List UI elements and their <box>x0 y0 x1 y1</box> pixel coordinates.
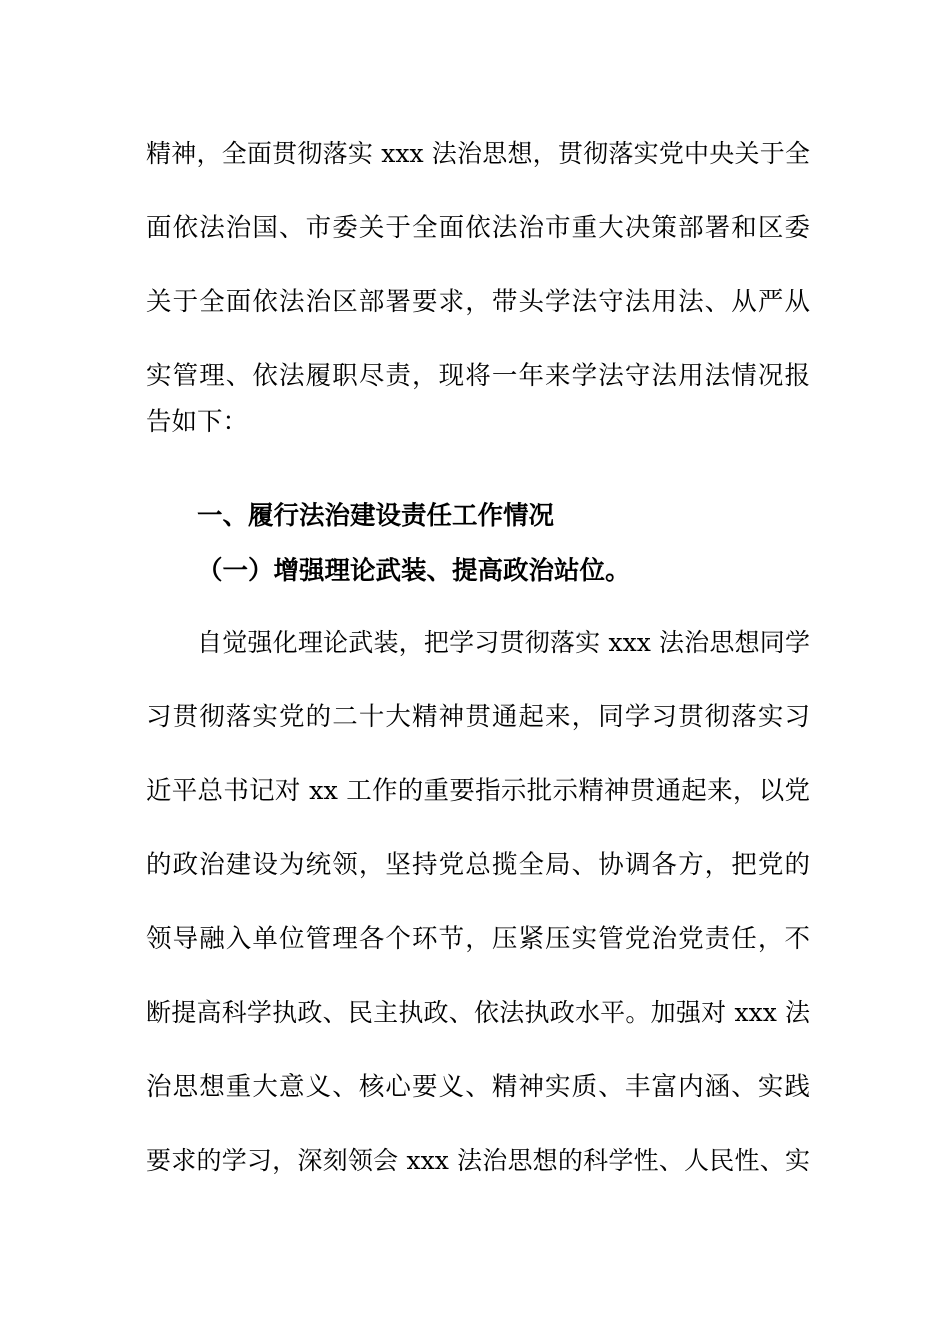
paragraph-2-line-2: 习贯彻落实党的二十大精神贯通起来，同学习贯彻落实习 <box>146 702 810 732</box>
paragraph-1-line-1: 精神，全面贯彻落实 xxx 法治思想，贯彻落实党中央关于全 <box>146 139 810 168</box>
paragraph-2-line-4: 的政治建设为统领，坚持党总揽全局、协调各方，把党的 <box>146 850 810 880</box>
paragraph-2-line-3: 近平总书记对 xx 工作的重要指示批示精神贯通起来，以党 <box>146 776 810 806</box>
paragraph-2-line-6: 断提高科学执政、民主执政、依法执政水平。加强对 xxx 法 <box>146 998 810 1027</box>
paragraph-2-line-5: 领导融入单位管理各个环节，压紧压实管党治党责任，不 <box>146 924 810 954</box>
paragraph-2-line-8: 要求的学习，深刻领会 xxx 法治思想的科学性、人民性、实 <box>146 1146 810 1175</box>
paragraph-1-line-3: 关于全面依法治区部署要求，带头学法守法用法、从严从 <box>146 287 810 317</box>
paragraph-2-line-1: 自觉强化理论武装，把学习贯彻落实 xxx 法治思想同学 <box>197 628 810 657</box>
paragraph-1-line-4: 实管理、依法履职尽责，现将一年来学法守法用法情况报 <box>146 361 810 391</box>
paragraph-1-line-5: 告如下： <box>146 407 249 437</box>
paragraph-2-line-7: 治思想重大意义、核心要义、精神实质、丰富内涵、实践 <box>146 1072 810 1102</box>
paragraph-1-line-2: 面依法治国、市委关于全面依法治市重大决策部署和区委 <box>146 213 810 243</box>
section-heading-2: （一）增强理论武装、提高政治站位。 <box>197 556 631 586</box>
section-heading-1: 一、履行法治建设责任工作情况 <box>197 501 555 531</box>
